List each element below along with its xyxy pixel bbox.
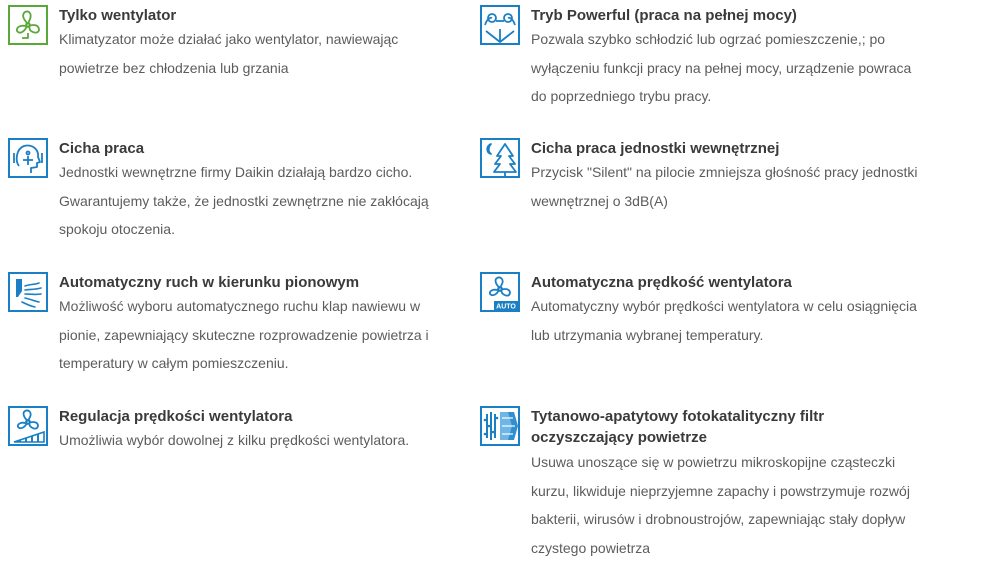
description-line: temperatury w całym pomieszczeniu. — [59, 355, 289, 371]
feature-description — [59, 292, 429, 378]
feature-title: Automatyczny ruch w kierunku pionowym — [59, 274, 360, 291]
feature-description — [531, 25, 911, 111]
description-line: Automatyczny wybór prędkości wentylatora w celu osiągnięcia — [531, 298, 917, 314]
feature-title: Tryb Powerful (praca na pełnej mocy) — [531, 7, 797, 24]
description-line: wyłączeniu funkcji pracy na pełnej mocy, urządzenie powraca — [531, 59, 912, 76]
description-line: pionie, zapewniający skuteczne rozprowadzenie powietrza i — [59, 326, 429, 343]
description-line: Pozwala szybko schłodzić lub ogrzać pomieszczenie,; po — [531, 31, 886, 47]
description-line: Możliwość wyboru automatycznego ruchu klap nawiewu w — [59, 298, 421, 314]
feature-description — [59, 426, 409, 455]
description-line: Przycisk "Silent" na pilocie zmniejsza głośność pracy jednostki — [531, 164, 918, 180]
auto-badge: AUTO — [496, 303, 516, 311]
description-line: powietrze bez chłodzenia lub grzania — [59, 59, 289, 76]
powerful-mode-icon — [480, 5, 520, 45]
feature-description — [531, 292, 917, 349]
feature-title: Cicha praca — [59, 140, 145, 157]
feature-title: Tytanowo-apatytowy fotokatalityczny filtr oczyszczający powietrze — [531, 408, 825, 446]
feature-title: Cicha praca jednostki wewnętrznej — [531, 140, 780, 157]
description-line: czystego powietrza — [531, 539, 651, 556]
indoor-silent-icon — [480, 138, 520, 178]
feature-title: Tylko wentylator — [59, 7, 177, 24]
description-line: spokoju otoczenia. — [59, 221, 175, 237]
description-line: Umożliwia wybór dowolnej z kilku prędkości wentylatora. — [59, 432, 410, 448]
quiet-operation-icon — [8, 138, 48, 178]
auto-fan-speed-icon — [480, 272, 520, 312]
titanium-filter-icon — [480, 406, 520, 446]
description-line: Jednostki wewnętrzne firmy Daikin działają bardzo cicho. — [59, 164, 413, 180]
description-line: lub utrzymania wybranej temperatury. — [531, 326, 764, 343]
feature-titanium-filter — [480, 406, 950, 556]
feature-description — [531, 448, 910, 562]
feature-description — [531, 158, 918, 215]
feature-quiet-operation — [8, 138, 468, 248]
fan-icon — [8, 5, 48, 45]
description-line: do poprzedniego trybu pracy. — [531, 88, 712, 104]
feature-description — [59, 158, 429, 244]
description-line: Usuwa unoszące się w powietrzu mikroskopijne cząsteczki — [531, 454, 896, 470]
description-line: kurzu, likwiduje nieprzyjemne zapachy i powstrzymuje rozwój — [531, 482, 910, 499]
description-line: Klimatyzator może działać jako wentylator, nawiewając — [59, 31, 399, 47]
fan-speed-control-icon — [8, 406, 48, 446]
description-line: bakterii, wirusów i drobnoustrojów, zapewniając stały dopływ — [531, 511, 906, 527]
feature-title: Regulacja prędkości wentylatora — [59, 408, 293, 425]
feature-title: Automatyczna prędkość wentylatora — [531, 274, 792, 291]
feature-description — [59, 25, 398, 82]
description-line: wewnętrznej o 3dB(A) — [531, 192, 668, 209]
feature-indoor-silent — [480, 138, 950, 218]
feature-powerful-mode — [480, 5, 950, 115]
feature-fan-speed-control — [8, 406, 468, 466]
feature-auto-fan-speed — [480, 272, 950, 352]
vertical-swing-icon — [8, 272, 48, 312]
description-line: Gwarantujemy także, że jednostki zewnętrzne nie zakłócają — [59, 192, 429, 209]
feature-fan-only — [8, 5, 468, 85]
feature-vertical-swing — [8, 272, 468, 382]
